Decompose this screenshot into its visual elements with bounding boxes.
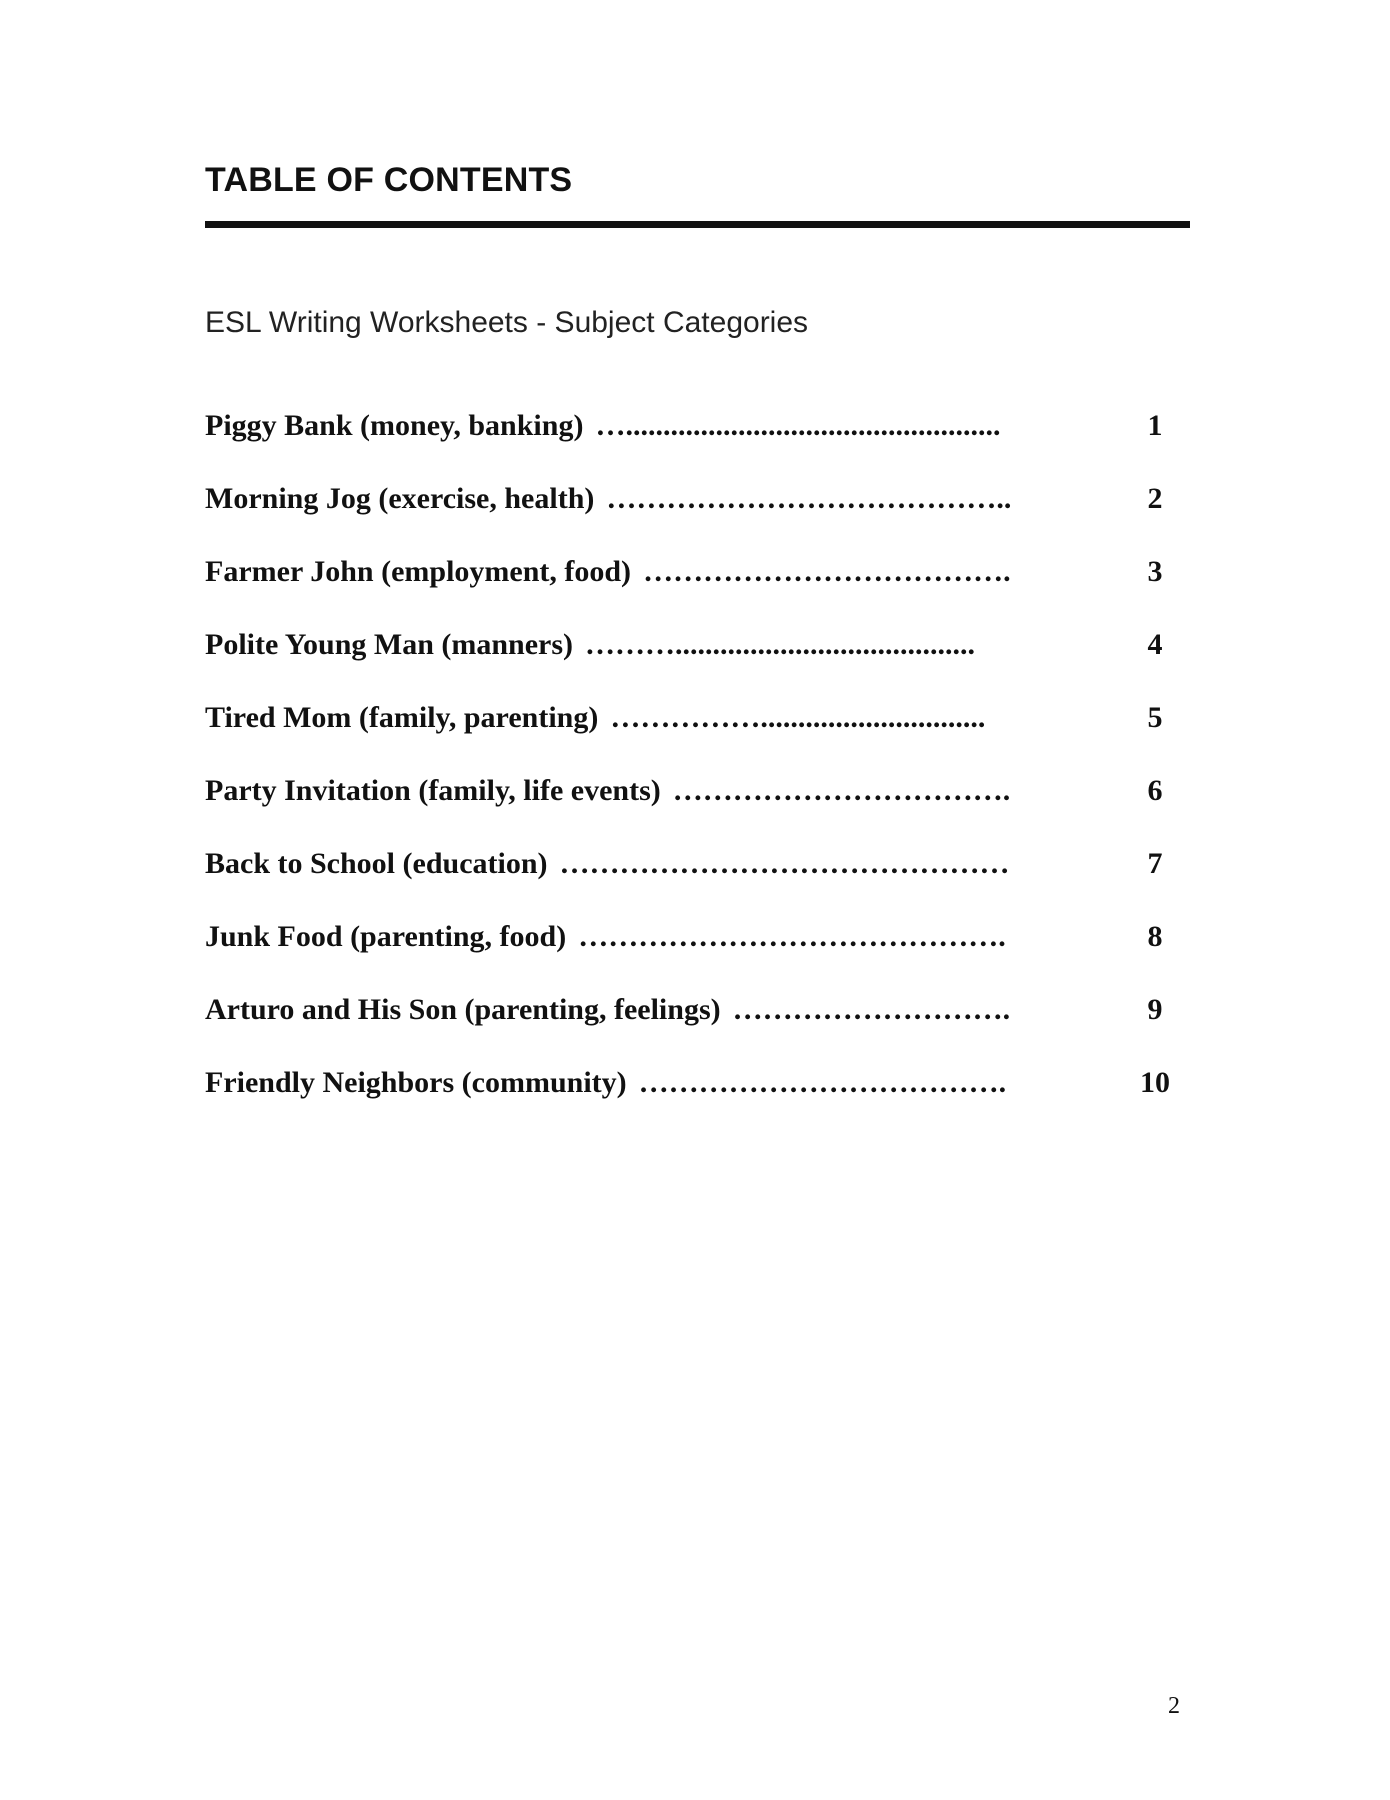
toc-entry [205,773,1185,846]
toc-entry-page: 1 [1147,409,1163,442]
toc-entry-page: 5 [1147,701,1163,734]
toc-entry-page: 8 [1147,920,1163,953]
toc-entry [205,554,1185,627]
toc-entry-leader: …………….............................. [610,701,986,734]
toc-entry-text [205,992,1010,1028]
toc-entry-text [205,554,1011,590]
toc-entry-text [205,700,985,736]
toc-entry [205,992,1185,1065]
toc-entry-leader: ……………………………………. [578,920,1006,953]
toc-entry-leader: ……………………………………… [559,847,1010,880]
toc-entry-label: Junk Food (parenting, food) [205,920,567,953]
toc-entry-label: Polite Young Man (manners) [205,628,574,661]
toc-entry-label: Arturo and His Son (parenting, feelings) [205,993,721,1026]
toc-entry-label: Farmer John (employment, food) [205,555,632,588]
toc-entry-leader: ………........................................ [585,628,976,661]
toc-entry-text [205,1065,1006,1101]
toc-entry-leader: ………………………. [732,993,1011,1026]
toc-entry [205,408,1185,481]
toc-entry-page: 10 [1140,1066,1170,1099]
toc-entry [205,481,1185,554]
toc-entry [205,627,1185,700]
page-title: TABLE OF CONTENTS [205,161,573,199]
toc-entry-text [205,481,1011,517]
page-number: 2 [1168,1693,1180,1719]
toc-entry [205,846,1185,919]
toc-entry [205,700,1185,773]
toc-entry-text [205,919,1006,955]
toc-entry-text [205,773,1010,809]
toc-entry-leader: ….................................................. [595,409,1001,442]
toc-entry-label: Tired Mom (family, parenting) [205,701,599,734]
toc-entry [205,919,1185,992]
toc-entry-text [205,627,975,663]
toc-entry-label: Back to School (education) [205,847,548,880]
toc-entry-page: 9 [1147,993,1163,1026]
toc-entry-text [205,846,1010,882]
toc-entry-label: Friendly Neighbors (community) [205,1066,627,1099]
toc-entry-page: 7 [1147,847,1163,880]
toc-entry-label: Piggy Bank (money, banking) [205,409,584,442]
toc-entry-page: 4 [1147,628,1163,661]
section-subtitle: ESL Writing Worksheets - Subject Categories [205,306,809,339]
toc-entry-leader: ………………………………….. [606,482,1012,515]
toc-entry-label: Party Invitation (family, life events) [205,774,661,807]
toc-entry-page: 6 [1147,774,1163,807]
toc-entry-page: 3 [1147,555,1163,588]
toc-list [205,408,1185,1138]
toc-entry-leader: ………………………………. [643,555,1011,588]
title-divider [205,221,1190,228]
toc-entry-page: 2 [1147,482,1163,515]
toc-entry-text [205,408,1000,444]
toc-entry-label: Morning Jog (exercise, health) [205,482,595,515]
toc-entry-leader: ………………………………. [638,1066,1007,1099]
toc-entry [205,1065,1185,1138]
toc-entry-leader: ……………………………. [672,774,1011,807]
